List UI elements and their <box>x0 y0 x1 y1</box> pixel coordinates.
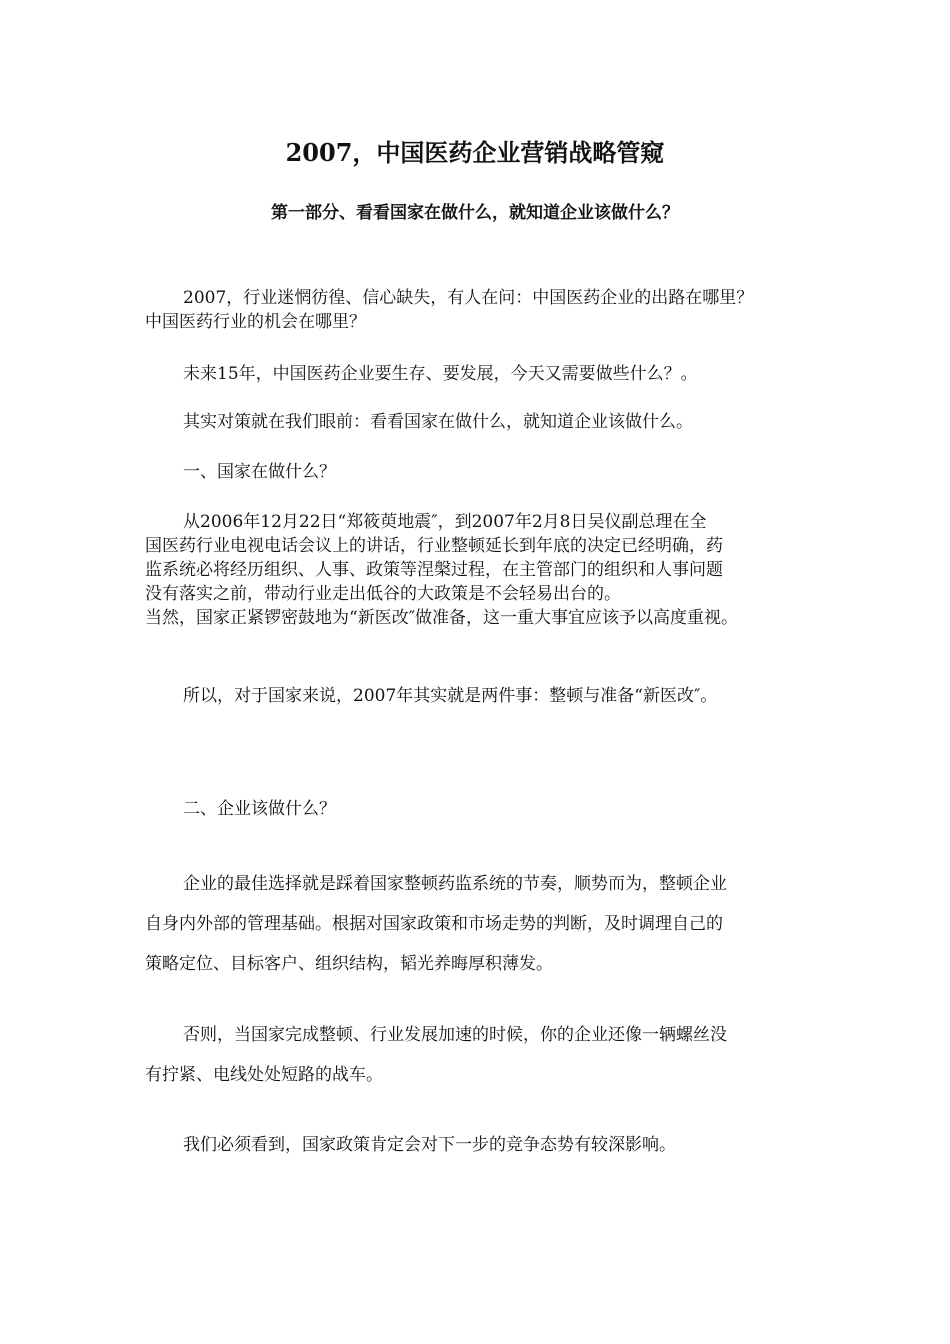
paragraph-line: 2007，行业迷惘彷徨、信心缺失，有人在问：中国医药企业的出路在哪里？ <box>183 288 754 308</box>
document-subtitle: 第一部分、看看国家在做什么，就知道企业该做什么？ <box>271 203 679 223</box>
section-heading-text: 一、国家在做什么？ <box>183 462 336 482</box>
paragraph-otherwise <box>145 1015 825 1095</box>
section-heading-2 <box>145 797 825 821</box>
section-heading-1 <box>145 460 825 484</box>
section-heading-text: 二、企业该做什么？ <box>183 799 336 819</box>
paragraph-strategy <box>145 410 825 434</box>
paragraph-line: 所以，对于国家来说，2007年其实就是两件事：整顿与准备“新医改″。 <box>183 686 718 706</box>
paragraph-opening <box>145 286 825 334</box>
paragraph-line: 企业的最佳选择就是踩着国家整顿药监系统的节奏，顺势而为，整顿企业 <box>183 874 727 894</box>
paragraph-line: 中国医药行业的机会在哪里？ <box>145 312 366 332</box>
paragraph-line: 其实对策就在我们眼前：看看国家在做什么，就知道企业该做什么。 <box>183 412 693 432</box>
paragraph-line: 策略定位、目标客户、组织结构，韬光养晦厚积薄发。 <box>145 954 553 974</box>
paragraph-enterprise-choice <box>145 864 825 984</box>
paragraph-future <box>145 362 825 386</box>
document-title: 2007，中国医药企业营销战略管窥 <box>285 138 665 167</box>
paragraph-line: 自身内外部的管理基础。根据对国家政策和市场走势的判断，及时调理自己的 <box>145 914 723 934</box>
paragraph-line: 我们必须看到，国家政策肯定会对下一步的竞争态势有较深影响。 <box>183 1135 676 1155</box>
paragraph-line: 没有落实之前，带动行业走出低谷的大政策是不会轻易出台的。 <box>145 584 621 604</box>
paragraph-national-actions <box>145 510 825 630</box>
paragraph-line: 从2006年12月22日“郑筱萸地震″，到2007年2月8日吴仪副总理在全 <box>183 512 707 532</box>
paragraph-line: 有拧紧、电线处处短路的战车。 <box>145 1065 383 1085</box>
paragraph-line: 当然，国家正紧锣密鼓地为“新医改″做准备，这一重大事宜应该予以高度重视。 <box>145 608 739 628</box>
paragraph-summary <box>145 684 825 708</box>
paragraph-line: 未来15年，中国医药企业要生存、要发展，今天又需要做些什么？。 <box>183 364 698 384</box>
paragraph-conclusion <box>145 1133 825 1157</box>
paragraph-line: 否则，当国家完成整顿、行业发展加速的时候，你的企业还像一辆螺丝没 <box>183 1025 727 1045</box>
paragraph-line: 监系统必将经历组织、人事、政策等涅槃过程，在主管部门的组织和人事问题 <box>145 560 723 580</box>
paragraph-line: 国医药行业电视电话会议上的讲话，行业整顿延长到年底的决定已经明确，药 <box>145 536 723 556</box>
